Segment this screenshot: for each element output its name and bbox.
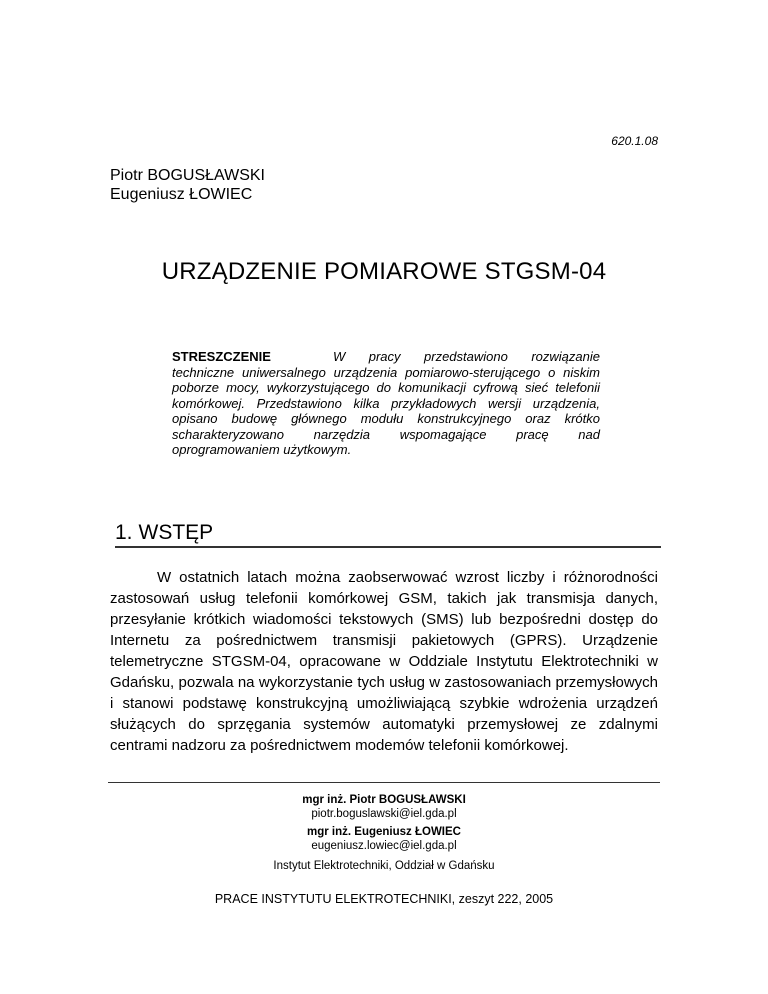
section-number: 1. xyxy=(115,521,133,544)
footnote-divider xyxy=(108,782,660,783)
affiliation-email: piotr.boguslawski@iel.gda.pl xyxy=(311,808,457,820)
affiliation-name: mgr inż. Piotr BOGUSŁAWSKI xyxy=(302,794,466,806)
affiliation-email: eugeniusz.lowiec@iel.gda.pl xyxy=(311,840,457,852)
abstract xyxy=(172,349,600,458)
abstract-label: STRESZCZENIE xyxy=(172,349,271,364)
author-name: Piotr BOGUSŁAWSKI xyxy=(110,167,265,184)
journal-citation: PRACE INSTYTUTU ELEKTROTECHNIKI, zeszyt 222, 2005 xyxy=(214,892,554,906)
abstract-text: W pracy przedstawiono rozwiązanie techniczne uniwersalnego urządzenia pomiarowo-sterującego o niskim poborze mocy, wykorzystującego do komunikacji cyfrową sieć telefonii komórkowej. Przedstawiono kilka przykładowych wersji urządzenia, opisano budowę głównego modułu konstrukcyjnego oraz krótko scharakteryzowano narzędzia wspomagające pracę nad oprogramowaniem użytkowym. xyxy=(172,349,600,457)
section-heading xyxy=(115,521,661,548)
affiliation-name: mgr inż. Eugeniusz ŁOWIEC xyxy=(307,826,461,838)
author-list xyxy=(110,166,265,204)
institution: Instytut Elektrotechniki, Oddział w Gdańsku xyxy=(273,860,495,872)
author-name: Eugeniusz ŁOWIEC xyxy=(110,186,253,203)
document-number: 620.1.08 xyxy=(611,134,658,148)
paper-title: URZĄDZENIE POMIAROWE STGSM-04 xyxy=(161,258,607,285)
section-title: WSTĘP xyxy=(138,521,214,544)
body-paragraph: W ostatnich latach można zaobserwować wzrost liczby i różnorodności zastosowań usług telefonii komórkowej GSM, takich jak transmisja danych, przesyłanie krótkich wiadomości tekstowych (SMS) lub bezpośredni dostęp do Internetu za pośrednictwem transmisji pakietowych (GPRS). Urządzenie telemetryczne STGSM-04, opracowane w Oddziale Instytutu Elektrotechniki w Gdańsku, pozwala na wykorzystanie tych usług w zastosowaniach przemysłowych i stanowi podstawę konstrukcyjną umożliwiającą szybkie wdrożenia urządzeń służących do sprzęgania systemów automatyki przemysłowej ze zdalnymi centrami nadzoru za pośrednictwem modemów telefonii komórkowej. xyxy=(110,569,658,754)
author-affiliations xyxy=(110,793,658,873)
